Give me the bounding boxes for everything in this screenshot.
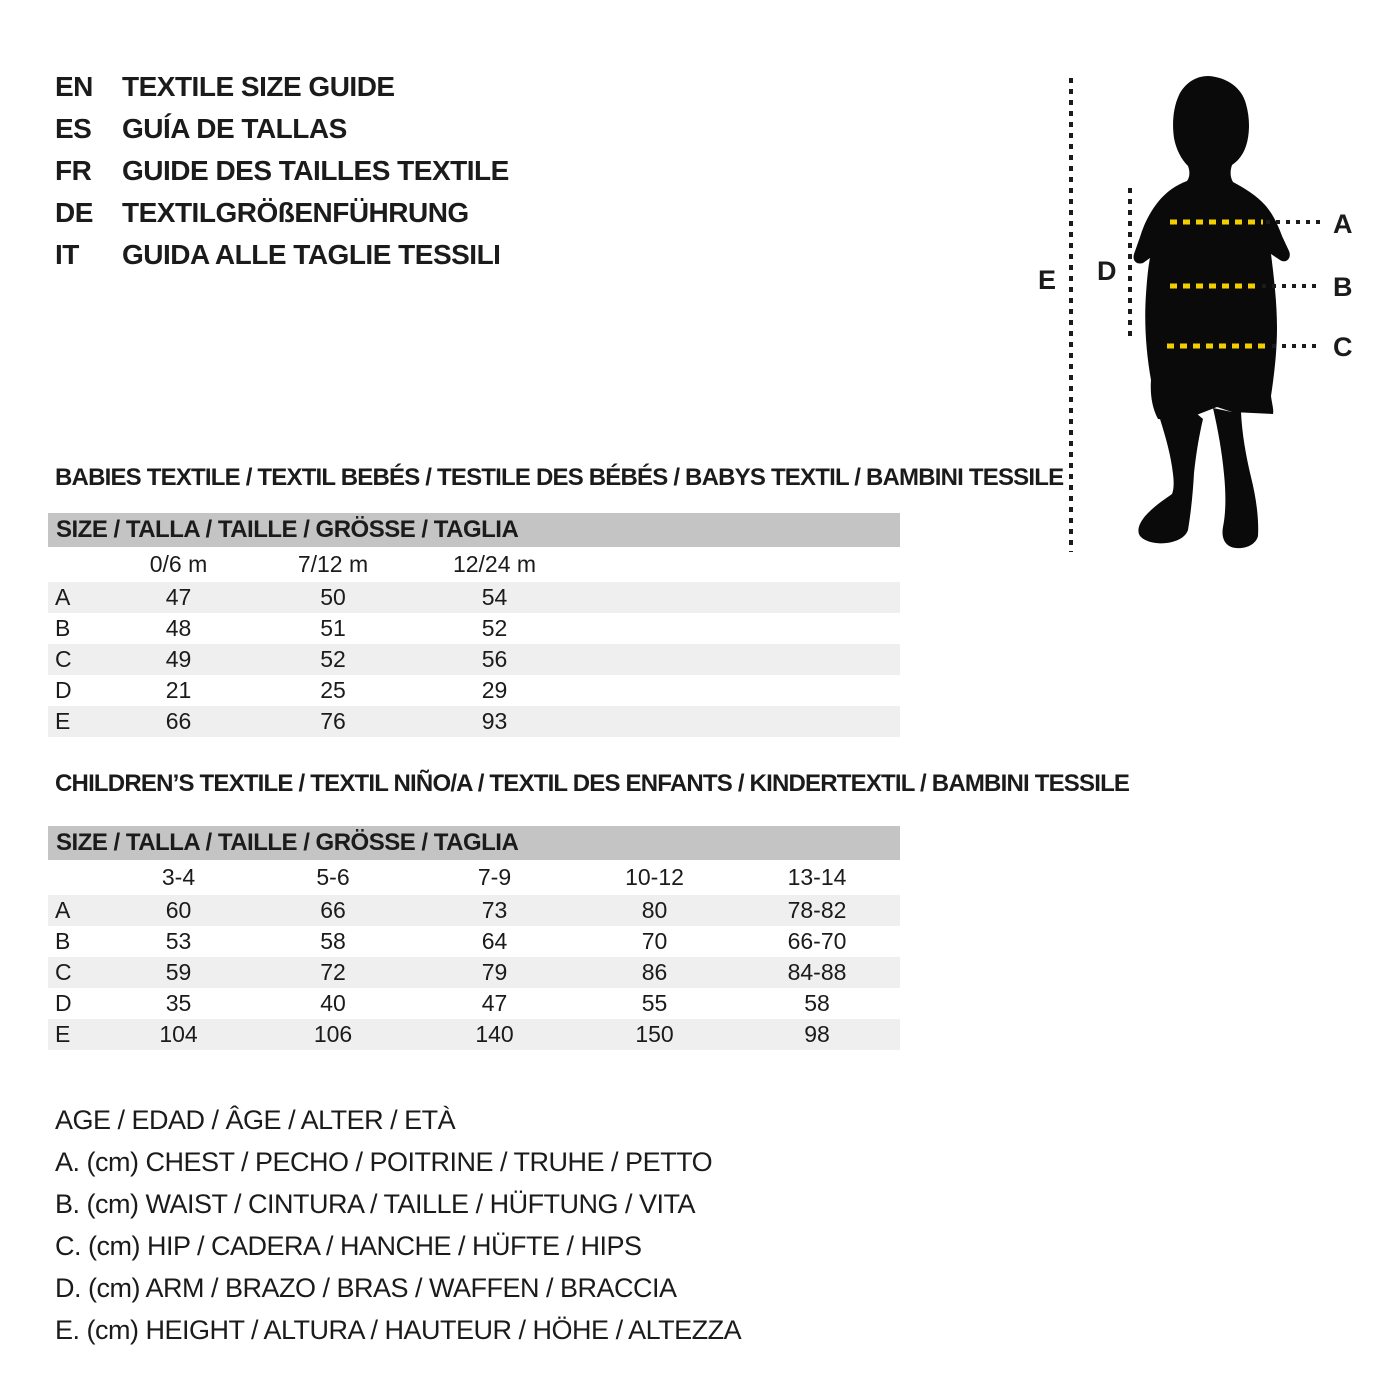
language-title: GUIDA ALLE TAGLIE TESSILI <box>122 239 501 270</box>
cell-value: 80 <box>641 897 668 923</box>
cell-value: 47 <box>481 990 508 1016</box>
row-label: D <box>55 990 72 1016</box>
language-list <box>55 66 509 276</box>
babies-section-heading: BABIES TEXTILE / TEXTIL BEBÉS / TESTILE DES BÉBÉS / BABYS TEXTIL / BAMBINI TESSILE <box>55 464 1064 491</box>
children-size-table <box>48 826 900 1050</box>
cell-value: 86 <box>641 959 668 985</box>
cell-value: 48 <box>165 615 192 641</box>
cell-value: 70 <box>641 928 668 954</box>
row-label: E <box>55 708 71 734</box>
row-label: C <box>55 646 72 672</box>
cell-value: 76 <box>320 708 346 734</box>
row-label: B <box>55 928 71 954</box>
table-row <box>48 644 900 675</box>
cell-value: 150 <box>635 1021 674 1047</box>
cell-value: 55 <box>641 990 668 1016</box>
cell-value: 60 <box>165 897 192 923</box>
measurement-legend <box>55 1099 741 1351</box>
cell-value: 49 <box>165 646 192 672</box>
column-header: 0/6 m <box>149 551 208 577</box>
language-code: ES <box>55 113 92 144</box>
cell-value: 47 <box>165 584 192 610</box>
row-label: C <box>55 959 72 985</box>
row-label: A <box>55 584 71 610</box>
table-row <box>48 926 900 957</box>
babies-size-bar: SIZE / TALLA / TAILLE / GRÖSSE / TAGLIA <box>48 513 900 547</box>
cell-value: 140 <box>475 1021 514 1047</box>
legend-age-line: AGE / EDAD / ÂGE / ALTER / ETÀ <box>55 1105 456 1135</box>
children-column-headers <box>48 860 900 895</box>
language-title: GUÍA DE TALLAS <box>122 113 347 144</box>
measure-label-c: C <box>1333 332 1353 362</box>
language-code: EN <box>55 71 93 102</box>
cell-value: 66 <box>165 708 192 734</box>
cell-value: 58 <box>320 928 346 954</box>
cell-value: 59 <box>165 959 192 985</box>
babies-column-headers <box>48 547 900 582</box>
measure-label-b: B <box>1333 272 1353 302</box>
cell-value: 72 <box>320 959 346 985</box>
cell-value: 53 <box>165 928 192 954</box>
silhouette-right-leg <box>1213 408 1258 548</box>
spacer <box>48 860 105 895</box>
cell-value: 79 <box>481 959 508 985</box>
column-header: 10-12 <box>625 864 684 890</box>
legend-line-height: E. (cm) HEIGHT / ALTURA / HAUTEUR / HÖHE / ALTEZZA <box>55 1315 742 1345</box>
column-header: 12/24 m <box>452 551 537 577</box>
child-silhouette <box>1134 76 1290 548</box>
cell-value: 66 <box>320 897 346 923</box>
table-row <box>48 675 900 706</box>
table-row <box>48 895 900 926</box>
children-size-bar: SIZE / TALLA / TAILLE / GRÖSSE / TAGLIA <box>48 826 900 860</box>
measure-label-a: A <box>1333 209 1353 239</box>
cell-value: 51 <box>320 615 346 641</box>
column-header: 7-9 <box>477 864 512 890</box>
measure-label-d: D <box>1097 256 1117 286</box>
language-code: FR <box>55 155 92 186</box>
babies-size-table <box>48 513 900 737</box>
row-label: E <box>55 1021 71 1047</box>
cell-value: 25 <box>320 677 346 703</box>
row-label: A <box>55 897 71 923</box>
language-code: IT <box>55 239 79 270</box>
language-title: TEXTILE SIZE GUIDE <box>122 71 395 102</box>
cell-value: 40 <box>320 990 346 1016</box>
legend-line-chest: A. (cm) CHEST / PECHO / POITRINE / TRUHE / PETTO <box>55 1147 713 1177</box>
table-row <box>48 613 900 644</box>
column-header: 3-4 <box>161 864 196 890</box>
table-row <box>48 706 900 737</box>
cell-value: 52 <box>320 646 346 672</box>
row-label: D <box>55 677 72 703</box>
children-rows <box>48 895 900 1050</box>
spacer <box>48 547 105 582</box>
cell-value: 93 <box>481 708 508 734</box>
column-header: 7/12 m <box>297 551 369 577</box>
cell-value: 73 <box>481 897 508 923</box>
column-header: 5-6 <box>316 864 350 890</box>
measure-label-e: E <box>1038 265 1057 295</box>
silhouette-left-leg <box>1138 413 1203 543</box>
language-title: TEXTILGRÖßENFÜHRUNG <box>122 197 469 228</box>
cell-value: 29 <box>481 677 508 703</box>
cell-value: 50 <box>320 584 346 610</box>
legend-line-hip: C. (cm) HIP / CADERA / HANCHE / HÜFTE / HIPS <box>55 1231 642 1261</box>
cell-value: 35 <box>165 990 192 1016</box>
cell-value: 21 <box>165 677 192 703</box>
legend-line-waist: B. (cm) WAIST / CINTURA / TAILLE / HÜFTUNG / VITA <box>55 1189 696 1219</box>
cell-value: 52 <box>481 615 508 641</box>
table-row <box>48 1019 900 1050</box>
babies-rows <box>48 582 900 737</box>
language-code: DE <box>55 197 93 228</box>
cell-value: 78-82 <box>787 897 847 923</box>
table-row <box>48 988 900 1019</box>
cell-value: 106 <box>313 1021 353 1047</box>
cell-value: 58 <box>804 990 830 1016</box>
table-row <box>48 582 900 613</box>
cell-value: 64 <box>481 928 508 954</box>
cell-value: 104 <box>159 1021 198 1047</box>
cell-value: 54 <box>481 584 508 610</box>
row-label: B <box>55 615 71 641</box>
silhouette-body <box>1134 76 1290 421</box>
cell-value: 66-70 <box>787 928 847 954</box>
legend-line-arm: D. (cm) ARM / BRAZO / BRAS / WAFFEN / BRACCIA <box>55 1273 677 1303</box>
cell-value: 56 <box>481 646 508 672</box>
children-section-heading: CHILDREN’S TEXTILE / TEXTIL NIÑO/A / TEXTIL DES ENFANTS / KINDERTEXTIL / BAMBINI TESSILE <box>55 770 1130 797</box>
column-header: 13-14 <box>787 864 847 890</box>
table-row <box>48 957 900 988</box>
cell-value: 84-88 <box>787 959 847 985</box>
cell-value: 98 <box>804 1021 830 1047</box>
language-title: GUIDE DES TAILLES TEXTILE <box>122 155 509 186</box>
measurement-figure <box>1030 70 1360 565</box>
